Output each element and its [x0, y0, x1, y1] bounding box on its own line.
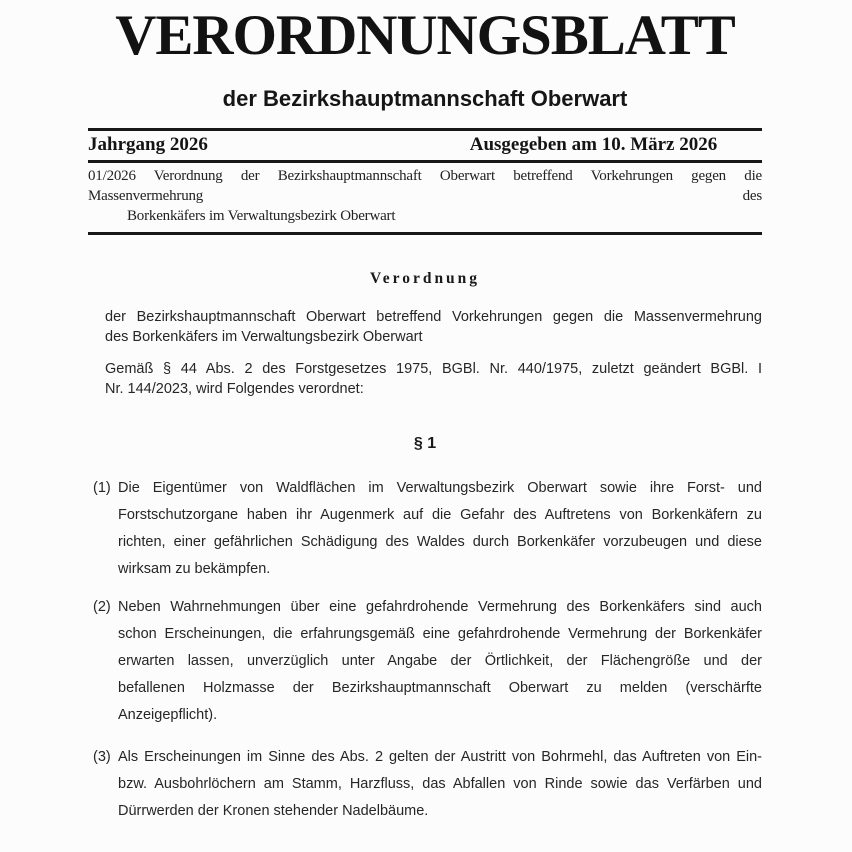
masthead [88, 128, 762, 235]
paragraph-1-line-4: wirksam zu bekämpfen. [118, 561, 271, 577]
decree-subject-line-2: des Borkenkäfers im Verwaltungsbezirk Oberwart [105, 329, 423, 345]
paragraph-1-line-3: richten, einer gefährlichen Schädigung des Waldes durch Borkenkäfer vorzubeugen und diese [118, 534, 762, 550]
masthead-rule-bottom [88, 232, 762, 235]
paragraph-3-number: (3) [93, 749, 111, 765]
gazette-title: VERORDNUNGSBLATT [115, 4, 735, 67]
paragraph-2-text [118, 594, 762, 729]
volume-label: Jahrgang 2026 [88, 134, 208, 155]
paragraph-1 [88, 475, 762, 583]
index-entry-line-1: 01/2026 Verordnung der Bezirkshauptmannschaft Oberwart betreffend Vorkehrungen gegen die Massenvermehrung des [88, 168, 762, 204]
gazette-subtitle: der Bezirkshauptmannschaft Oberwart [222, 86, 628, 111]
paragraph-3-line-2: bzw. Ausbohrlöchern am Stamm, Harzfluss, das Abfallen von Rinde sowie das Verfärben und [118, 776, 762, 792]
section-1-heading: § 1 [413, 435, 437, 452]
legal-basis-paragraph [105, 359, 762, 399]
paragraph-3-text [118, 744, 762, 825]
paragraph-3-line-1: Als Erscheinungen im Sinne des Abs. 2 gelten der Austritt von Bohrmehl, das Auftreten von Ein- [118, 749, 762, 765]
paragraph-1-text [118, 475, 762, 583]
legal-basis-line-2: Nr. 144/2023, wird Folgendes verordnet: [105, 381, 364, 397]
decree-heading: Verordnung [369, 270, 481, 287]
paragraph-2-line-2: schon Erscheinungen, die erfahrungsgemäß eine gefahrdrohende Vermehrung der Borkenkäfer [118, 626, 762, 642]
paragraph-2-line-5: Anzeigepflicht). [118, 707, 218, 723]
index-entry-line-2: Borkenkäfers im Verwaltungsbezirk Oberwart [127, 208, 396, 224]
paragraph-1-line-2: Forstschutzorgane haben ihr Augenmerk auf die Gefahr des Auftretens von Borkenkäfern zu [118, 507, 762, 523]
paragraph-3-line-3: Dürrwerden der Kronen stehender Nadelbäume. [118, 803, 429, 819]
issue-date-label: Ausgegeben am 10. März 2026 [469, 134, 718, 155]
paragraph-2-line-1: Neben Wahrnehmungen über eine gefahrdrohende Vermehrung des Borkenkäfers sind auch [118, 599, 762, 615]
paragraph-3 [88, 744, 762, 825]
paragraph-1-number: (1) [93, 480, 111, 496]
index-entry [88, 163, 762, 232]
decree-subject-paragraph [105, 307, 762, 347]
paragraph-2-line-4: befallenen Holzmasse der Bezirkshauptmannschaft Oberwart zu melden (verschärfte [118, 680, 762, 696]
decree-subject-line-1: der Bezirkshauptmannschaft Oberwart betreffend Vorkehrungen gegen die Massenvermehrung [105, 309, 762, 325]
paragraph-2 [88, 594, 762, 729]
legal-basis-line-1: Gemäß § 44 Abs. 2 des Forstgesetzes 1975, BGBl. Nr. 440/1975, zuletzt geändert BGBl. I [105, 361, 762, 377]
masthead-info-row [88, 131, 762, 160]
paragraph-2-line-3: erwarten lassen, unverzüglich unter Angabe der Örtlichkeit, der Flächengröße und der [118, 653, 762, 669]
paragraph-1-line-1: Die Eigentümer von Waldflächen im Verwaltungsbezirk Oberwart sowie ihre Forst- und [118, 480, 762, 496]
paragraph-2-number: (2) [93, 599, 111, 615]
